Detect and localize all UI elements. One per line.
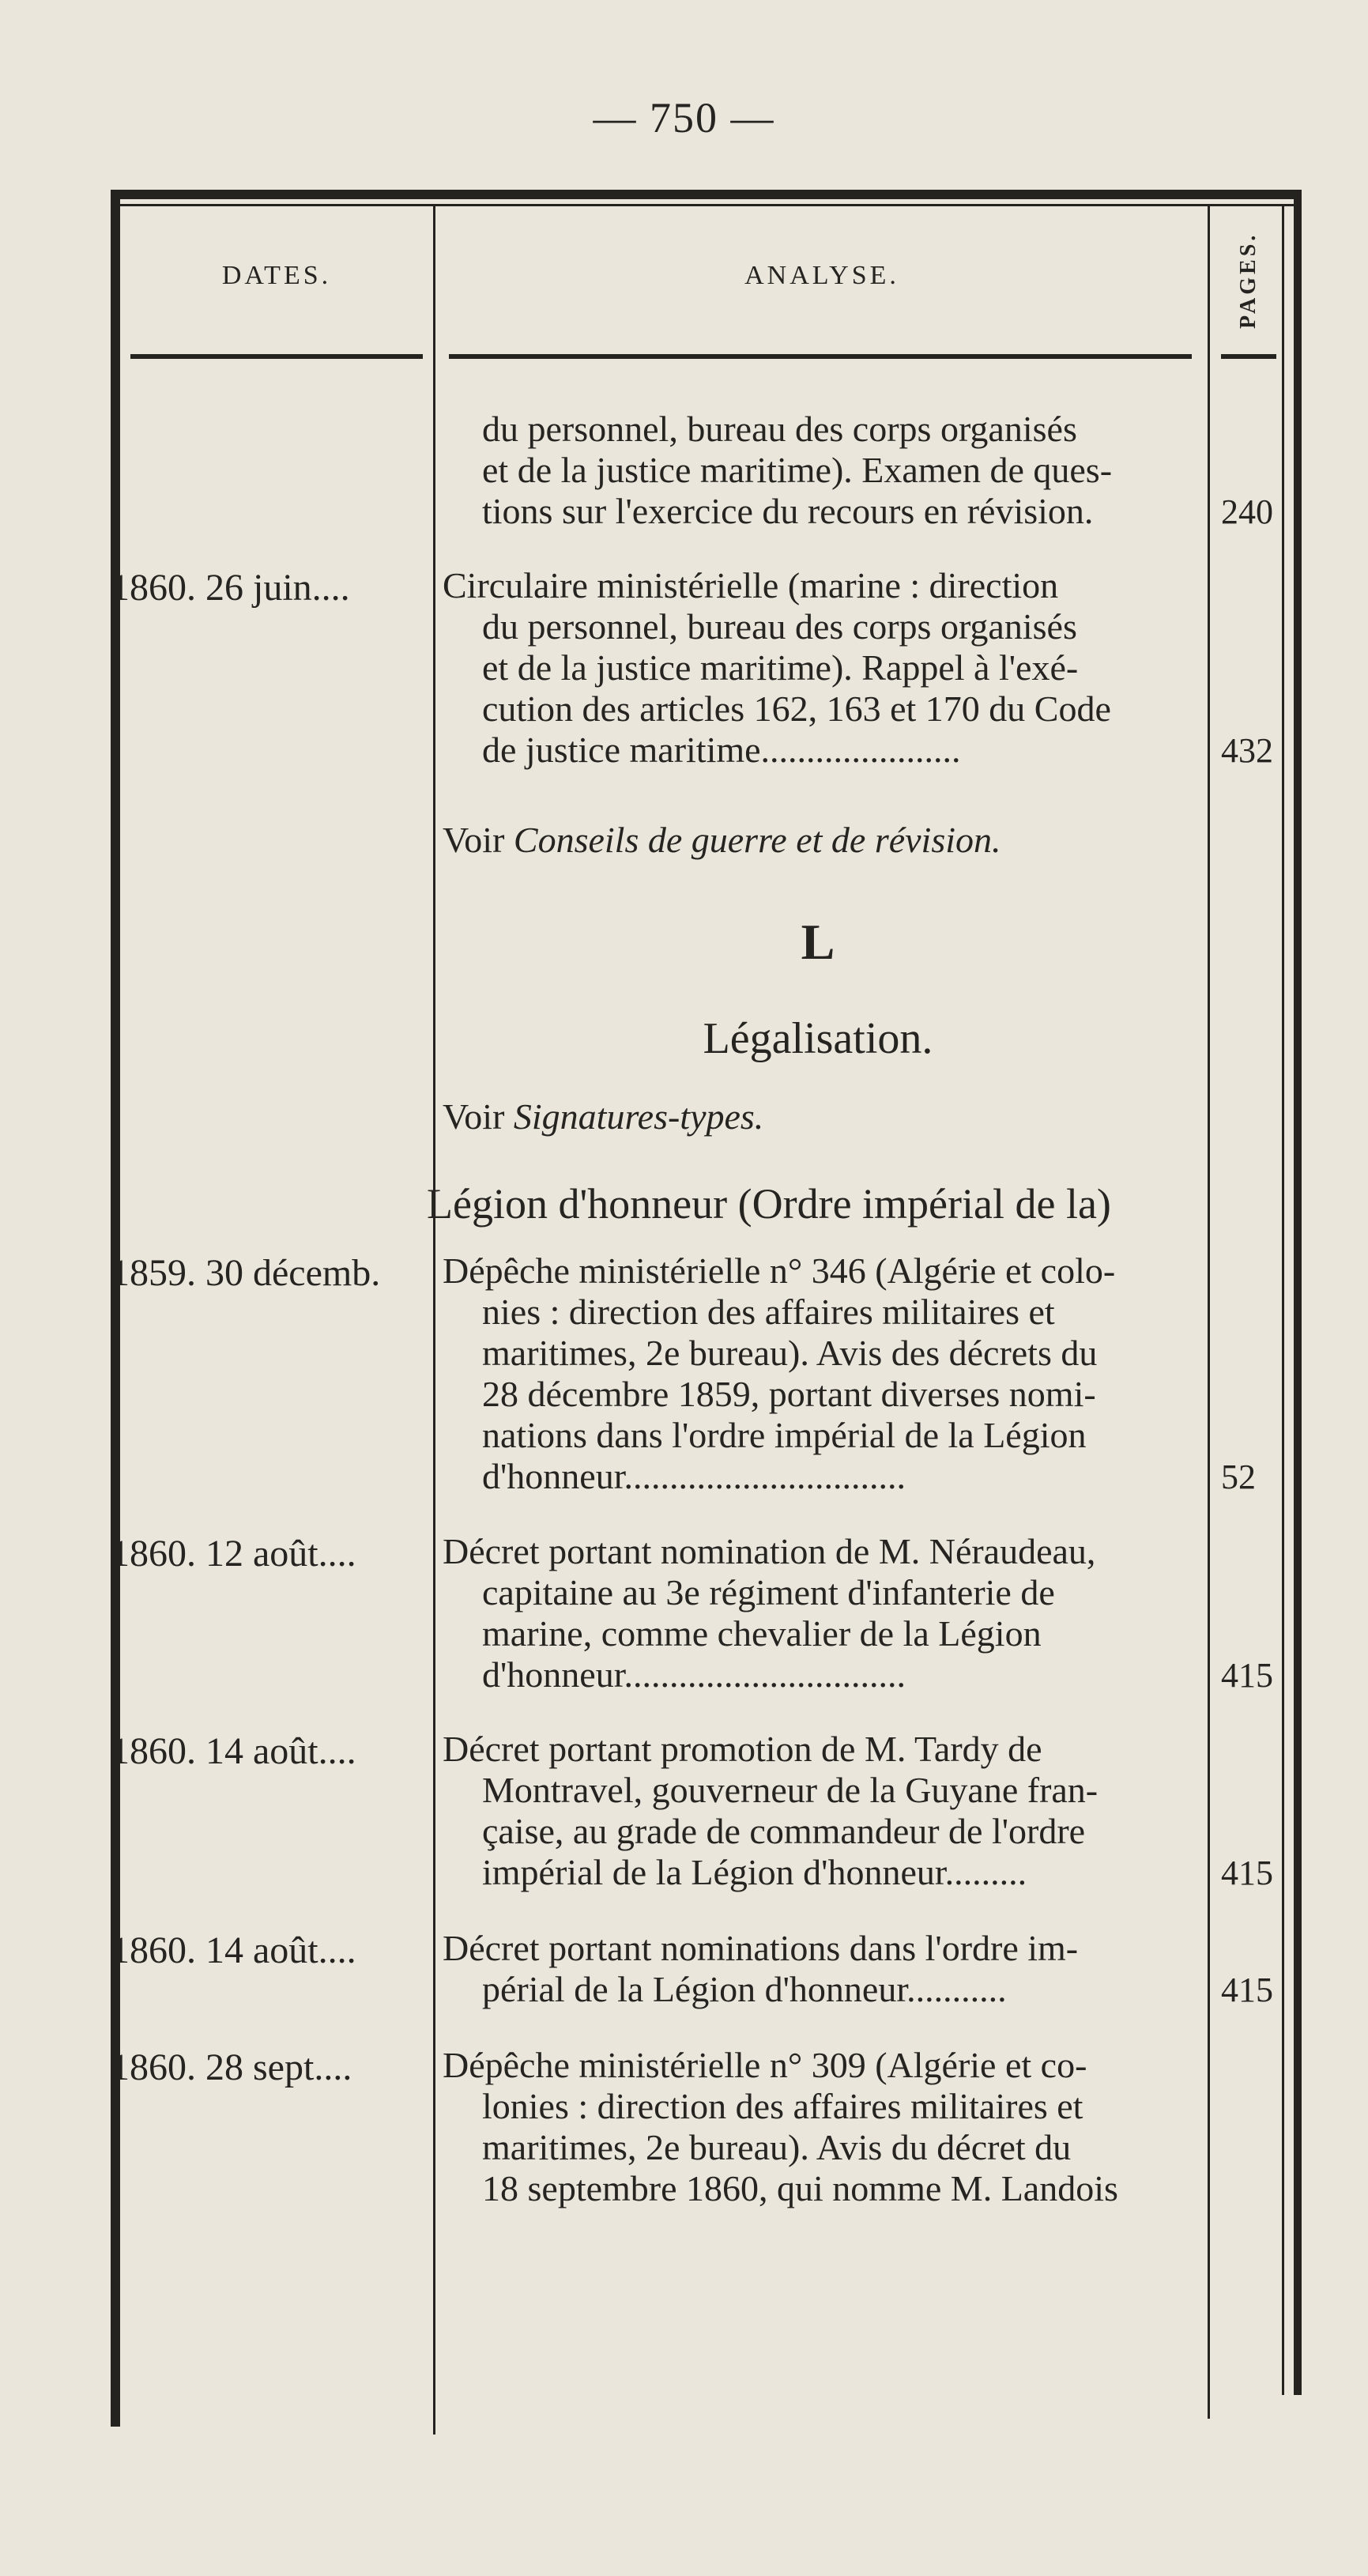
entry-line: d'honneur............................... — [482, 1456, 906, 1496]
entry-date: 1860. 26 juin.... — [111, 567, 350, 609]
right-border-outer — [1294, 190, 1302, 2395]
entry-line: çaise, au grade de commandeur de l'ordre — [482, 1811, 1086, 1851]
page-reference: 432 — [1221, 731, 1273, 770]
entry-title-legalisation: Légalisation. — [703, 1014, 933, 1063]
entry-line: périal de la Légion d'honneur........... — [482, 1969, 1007, 2009]
page-reference: 52 — [1221, 1458, 1256, 1496]
entry-date: 1860. 14 août.... — [111, 1730, 356, 1772]
cross-reference-prefix: Voir — [443, 1096, 505, 1137]
entry-line: impérial de la Légion d'honneur......... — [482, 1852, 1027, 1892]
right-border-inner — [1282, 206, 1284, 2395]
entry-line: nies : direction des affaires militaires et — [482, 1292, 1055, 1332]
column-divider-dates — [433, 206, 435, 2435]
entry-line: Montravel, gouverneur de la Guyane fran- — [482, 1770, 1099, 1810]
entry-line: du personnel, bureau des corps organisés — [482, 409, 1077, 449]
page-reference: 415 — [1221, 1656, 1273, 1695]
header-dates: DATES. — [221, 261, 332, 290]
entry-date: 1859. 30 décemb. — [111, 1252, 381, 1294]
section-letter: L — [801, 914, 835, 970]
page-number: — 750 — — [593, 94, 775, 141]
entry-line: Dépêche ministérielle n° 346 (Algérie et colo- — [443, 1250, 1116, 1291]
entry-line: d'honneur............................... — [482, 1654, 906, 1695]
entry-line: et de la justice maritime). Rappel à l'exé- — [482, 647, 1079, 688]
header-rule-pages — [1221, 354, 1276, 359]
header-pages: PAGES. — [1236, 232, 1261, 329]
page-reference: 415 — [1221, 1854, 1273, 1892]
entry-date: 1860. 14 août.... — [111, 1929, 356, 1971]
entry-title-legion: Légion d'honneur (Ordre impérial de la) — [427, 1180, 1111, 1228]
cross-reference-target: Signatures-types. — [513, 1096, 764, 1137]
entry-line: Décret portant nomination de M. Néraudeau, — [443, 1531, 1096, 1571]
cross-reference — [443, 820, 1001, 860]
entry-line: Dépêche ministérielle n° 309 (Algérie et co- — [443, 2045, 1087, 2085]
entry-date: 1860. 12 août.... — [111, 1533, 356, 1575]
header-analyse: ANALYSE. — [744, 261, 899, 290]
entry-line: cution des articles 162, 163 et 170 du Code — [482, 688, 1111, 729]
entry-line: et de la justice maritime). Examen de ques- — [482, 450, 1113, 490]
page-reference: 415 — [1221, 1971, 1273, 2009]
cross-reference-prefix: Voir — [443, 820, 505, 860]
entry-line: du personnel, bureau des corps organisés — [482, 606, 1077, 647]
top-rule — [111, 190, 1300, 199]
entry-line: maritimes, 2e bureau). Avis des décrets du — [482, 1333, 1098, 1373]
entry-line: 28 décembre 1859, portant diverses nomi- — [482, 1374, 1096, 1414]
left-border — [111, 190, 120, 2427]
entry-line: tions sur l'exercice du recours en révision. — [482, 491, 1094, 531]
entry-line: lonies : direction des affaires militaires et — [482, 2086, 1083, 2126]
column-divider-pages — [1208, 206, 1210, 2419]
entry-line: maritimes, 2e bureau). Avis du décret du — [482, 2127, 1072, 2167]
entry-date: 1860. 28 sept.... — [111, 2046, 352, 2088]
header-rule-analyse — [449, 354, 1192, 359]
header-rule-dates — [130, 354, 423, 359]
entry-line: Circulaire ministérielle (marine : direction — [443, 565, 1059, 605]
entry-line: Décret portant nominations dans l'ordre im- — [443, 1928, 1079, 1968]
entry-line: marine, comme chevalier de la Légion — [482, 1613, 1042, 1654]
entry-line: nations dans l'ordre impérial de la Légion — [482, 1415, 1087, 1455]
cross-reference — [443, 1097, 763, 1137]
cross-reference-target: Conseils de guerre et de révision. — [513, 820, 1001, 860]
entry-line: de justice maritime...................... — [482, 730, 961, 770]
page-reference: 240 — [1221, 492, 1273, 531]
entry-line: Décret portant promotion de M. Tardy de — [443, 1729, 1042, 1769]
top-rule-thin — [111, 204, 1300, 206]
entry-line: 18 septembre 1860, qui nomme M. Landois — [482, 2168, 1118, 2208]
entry-line: capitaine au 3e régiment d'infanterie de — [482, 1572, 1055, 1612]
